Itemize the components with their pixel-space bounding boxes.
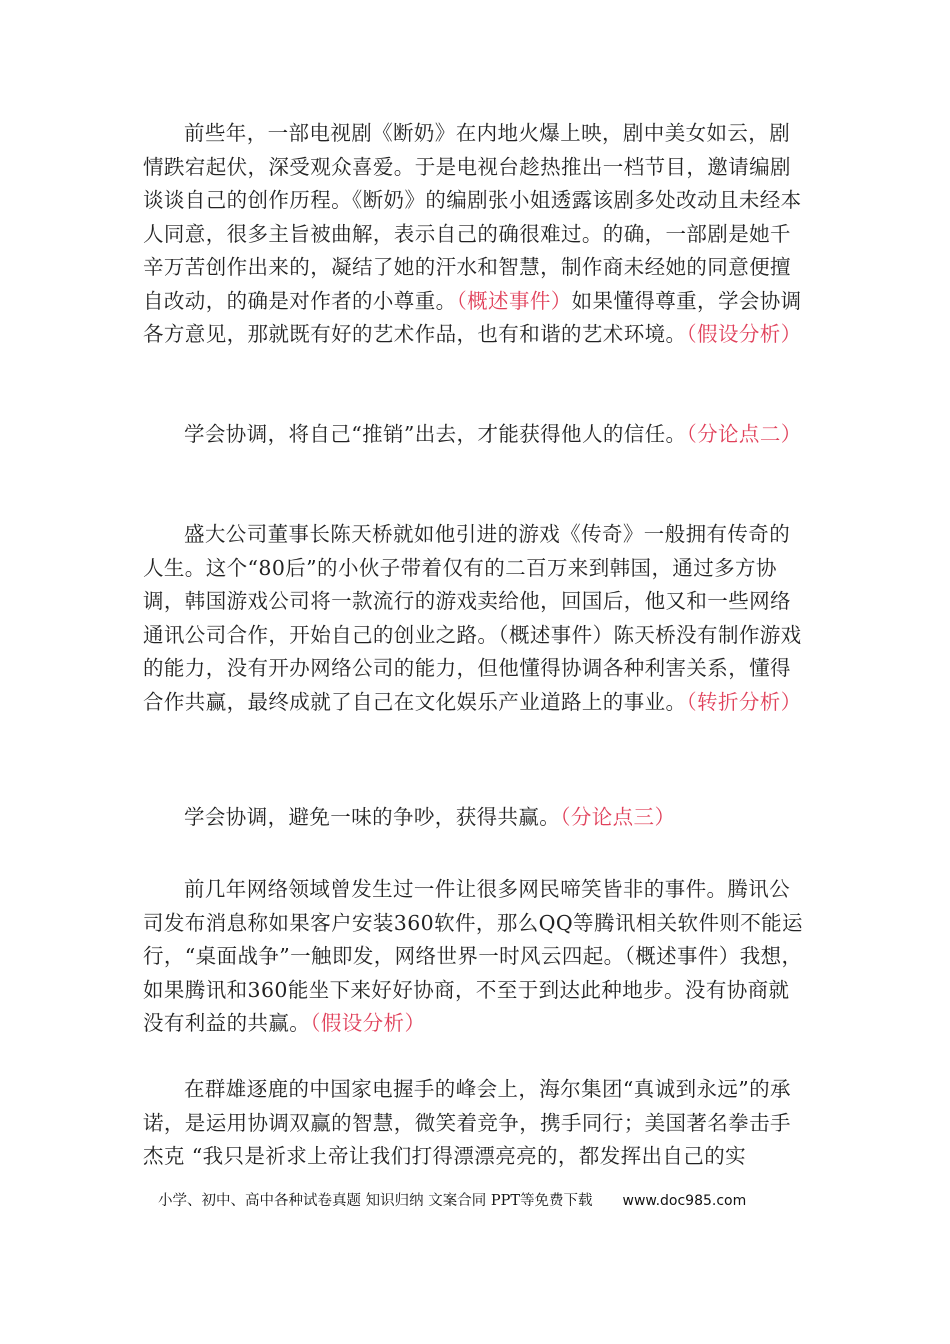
footer-text: 小学、初中、高中各种试卷真题 知识归纳 文案合同 PPT等免费下载 bbox=[158, 1193, 593, 1209]
annotation-note: （分论点三） bbox=[560, 805, 676, 829]
paragraph-6 bbox=[143, 1073, 808, 1174]
annotation-note: （分论点二） bbox=[686, 422, 802, 446]
text-segment: 学会协调，避免一味的争吵，获得共赢。 bbox=[184, 805, 561, 829]
text-segment: 盛大公司董事长陈天桥就如他引进的游戏《传奇》一般拥有传奇的人生。这个“80后”的小伙子带着仅有的二百万来到韩国，通过多方协调，韩国游戏公司将一款流行的游戏卖给他，回国后，他又和一些网络通讯公司合作，开始自己的创业之路。（概述事件）陈天桥没有制作游戏的能力，没有开办网络公司的能力，但他懂得协调各种利害关系，懂得合作共赢，最终成就了自己在文化娱乐产业道路上的事业。 bbox=[143, 522, 802, 714]
text-segment: 如果懂得尊重，学会协调各方意见，那就既有好的艺术作品，也有和谐的艺术环境。 bbox=[143, 288, 802, 346]
paragraph-4 bbox=[143, 801, 808, 835]
paragraph-1 bbox=[143, 117, 808, 352]
text-segment: 在群雄逐鹿的中国家电握手的峰会上，海尔集团“真诚到永远”的承诺，是运用协调双赢的智慧，微笑着竞争，携手同行；美国著名拳击手杰克 “我只是祈求上帝让我们打得漂漂亮亮的，都发挥出自己的实 bbox=[143, 1077, 791, 1168]
footer-url: www.doc985.com bbox=[622, 1193, 747, 1209]
paragraph-5 bbox=[143, 873, 808, 1041]
text-segment: 学会协调，将自己“推销”出去，才能获得他人的信任。 bbox=[184, 422, 687, 446]
text-segment: 前些年，一部电视剧《断奶》在内地火爆上映，剧中美女如云，剧情跌宕起伏，深受观众喜爱。于是电视台趁热推出一档节目，邀请编剧谈谈自己的创作历程。《断奶》的编剧张小姐透露该剧多处改动且未经本人同意，很多主旨被曲解，表示自己的确很难过。的确，一部剧是她千辛万苦创作出来的，凝结了她的汗水和智慧，制作商未经她的同意便擅自改动，的确是对作者的小尊重。 bbox=[143, 121, 802, 313]
page-footer bbox=[158, 1190, 818, 1212]
annotation-note: （概述事件） bbox=[456, 288, 572, 313]
paragraph-3 bbox=[143, 518, 808, 719]
annotation-note: （转折分析） bbox=[686, 689, 802, 714]
annotation-note: （假设分析） bbox=[686, 322, 802, 346]
annotation-note: （假设分析） bbox=[310, 1011, 426, 1035]
paragraph-2 bbox=[143, 418, 808, 452]
text-segment: 前几年网络领域曾发生过一件让很多网民啼笑皆非的事件。腾讯公司发布消息称如果客户安装360软件，那么QQ等腾讯相关软件则不能运行，“桌面战争”一触即发，网络世界一时风云四起。（概述事件）我想，如果腾讯和360能坐下来好好协商，不至于到达此种地步。没有协商就没有利益的共赢。 bbox=[143, 877, 803, 1035]
